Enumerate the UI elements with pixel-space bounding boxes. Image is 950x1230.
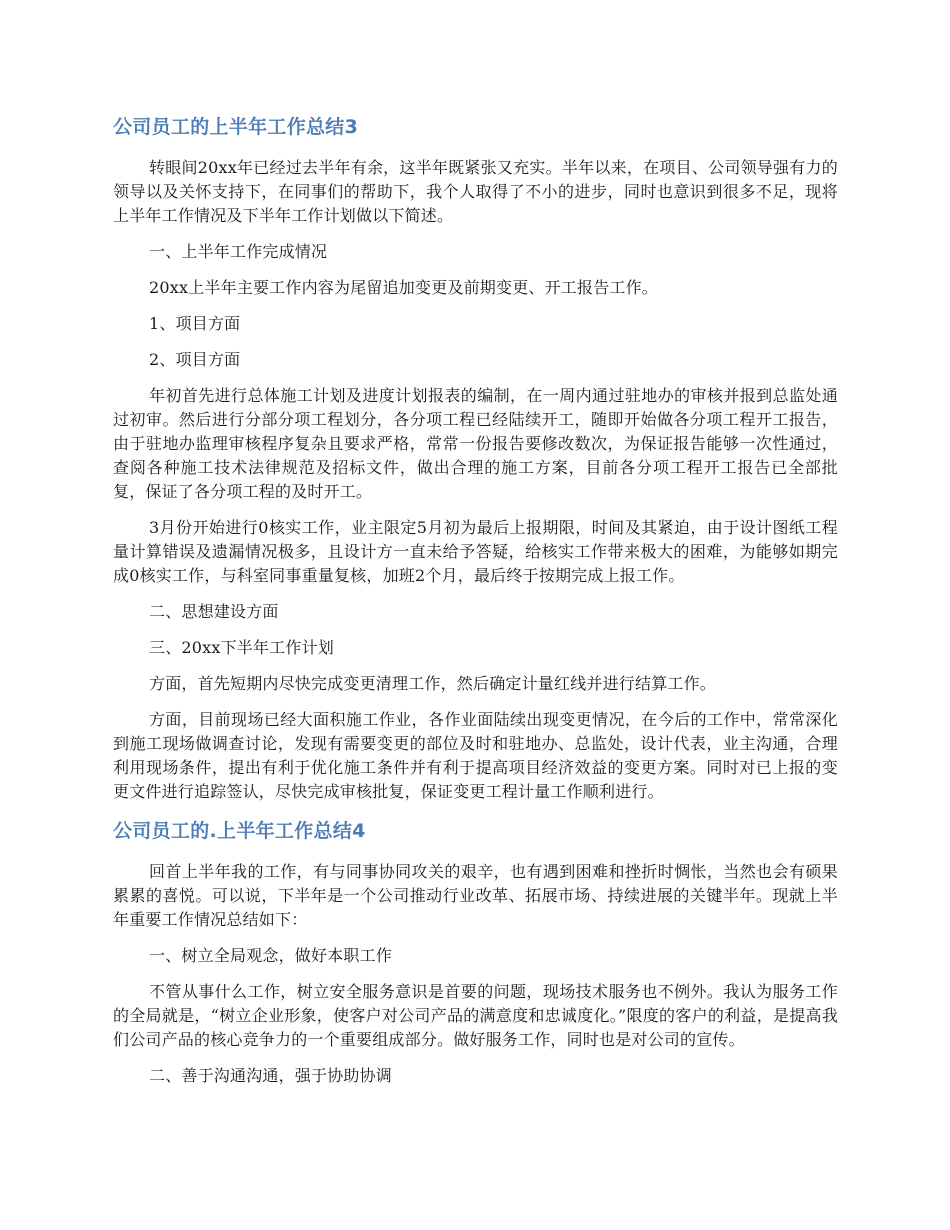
paragraph: 20xx上半年主要工作内容为尾留追加变更及前期变更、开工报告工作。 <box>149 278 659 297</box>
subheading: 2、项目方面 <box>149 350 241 369</box>
subheading: 一、上半年工作完成情况 <box>149 242 328 261</box>
section-title: 公司员工的上半年工作总结3 <box>113 116 359 138</box>
section-title: 公司员工的.上半年工作总结4 <box>113 820 366 842</box>
document-page <box>113 112 838 1100</box>
paragraph: 方面，目前现场已经大面积施工作业，各作业面陆续出现变更情况，在今后的工作中，常常深化到施工现场做调查讨论，发现有需要变更的部位及时和驻地办、总监处，设计代表，业主沟通，合理利用现场条件，提出有利于优化施工条件并有利于提高项目经济效益的变更方案。同时对已上报的变更文件进行追踪签认，尽快完成审核批复，保证变更工程计量工作顺利进行。 <box>113 710 838 801</box>
paragraph: 转眼间20xx年已经过去半年有余，这半年既紧张又充实。半年以来，在项目、公司领导强有力的领导以及关怀支持下，在同事们的帮助下，我个人取得了不小的进步，同时也意识到很多不足，现将上半年工作情况及下半年工作计划做以下简述。 <box>113 158 838 225</box>
paragraph: 不管从事什么工作，树立安全服务意识是首要的问题，现场技术服务也不例外。我认为服务工作的全局就是，“树立企业形象，使客户对公司产品的满意度和忠诚度化。”限度的客户的利益，是提高我们公司产品的核心竞争力的一个重要组成部分。做好服务工作，同时也是对公司的宣传。 <box>113 982 838 1049</box>
paragraph: 年初首先进行总体施工计划及进度计划报表的编制，在一周内通过驻地办的审核并报到总监处通过初审。然后进行分部分项工程划分，各分项工程已经陆续开工，随即开始做各分项工程开工报告，由于驻地办监理审核程序复杂且要求严格，常常一份报告要修改数次，为保证报告能够一次性通过，查阅各种施工技术法律规范及招标文件，做出合理的施工方案，目前各分项工程开工报告已全部批复，保证了各分项工程的及时开工。 <box>113 386 838 501</box>
paragraph: 3月份开始进行0核实工作，业主限定5月初为最后上报期限，时间及其紧迫，由于设计图纸工程量计算错误及遗漏情况极多，且设计方一直未给予答疑，给核实工作带来极大的困难，为能够如期完成0核实工作，与科室同事重量复核，加班2个月，最后终于按期完成上报工作。 <box>113 518 838 585</box>
subheading: 一、树立全局观念，做好本职工作 <box>149 946 393 965</box>
subheading: 二、思想建设方面 <box>149 602 279 621</box>
subheading: 三、20xx下半年工作计划 <box>149 638 335 657</box>
paragraph: 方面，首先短期内尽快完成变更清理工作，然后确定计量红线并进行结算工作。 <box>149 674 717 693</box>
subheading: 1、项目方面 <box>149 314 241 333</box>
subheading: 二、善于沟通沟通，强于协助协调 <box>149 1066 393 1085</box>
paragraph: 回首上半年我的工作，有与同事协同攻关的艰辛，也有遇到困难和挫折时惆怅，当然也会有硕果累累的喜悦。可以说，下半年是一个公司推动行业改革、拓展市场、持续进展的关键半年。现就上半年重要工作情况总结如下： <box>113 862 838 929</box>
